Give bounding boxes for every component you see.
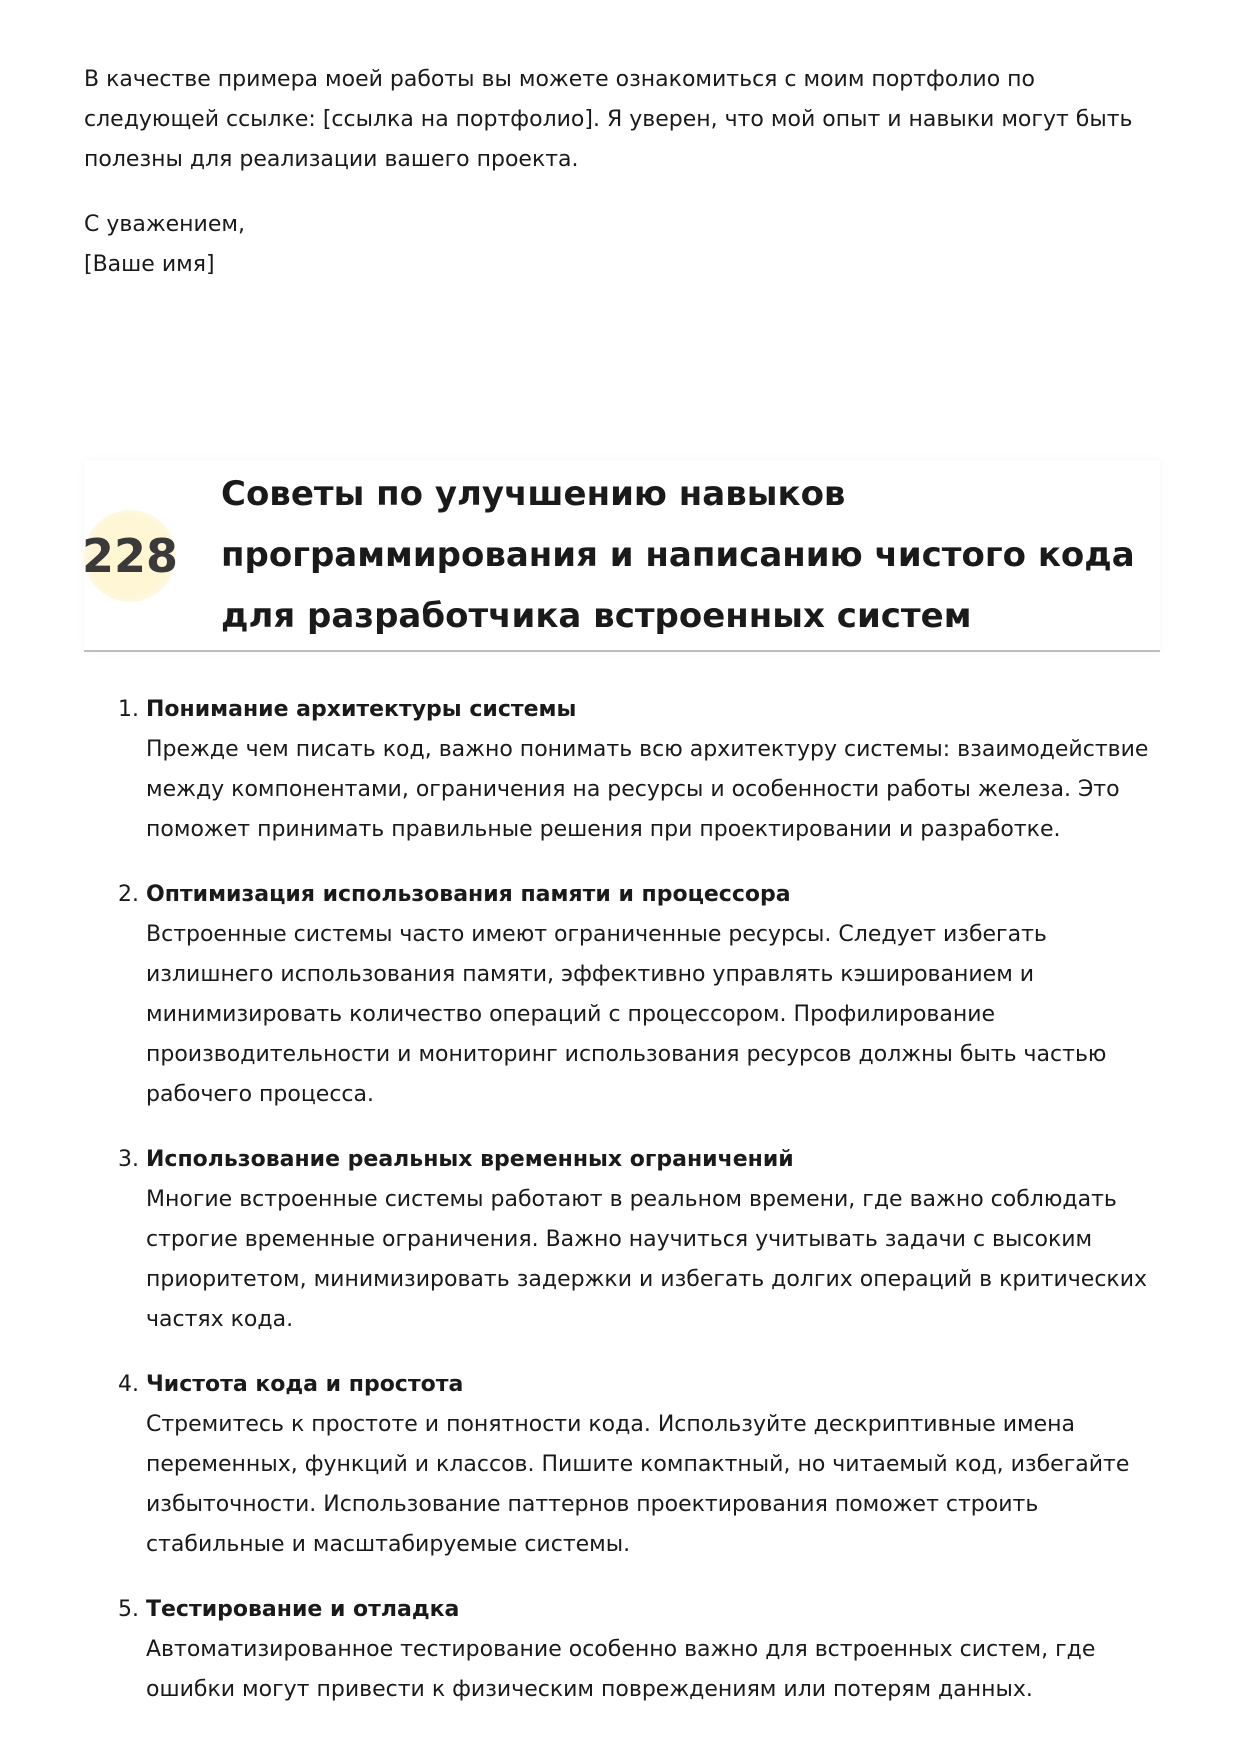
tip-item [84, 1365, 1164, 1565]
letter-closing [84, 205, 245, 285]
tip-number: 2. [118, 882, 139, 907]
tip-title: Чистота кода и простота [146, 1372, 464, 1397]
section-header [81, 460, 1160, 652]
tip-body: Прежде чем писать код, важно понимать всю архитектуру системы: взаимодействие между компонентами, ограничения на ресурсы и особенности работы железа. Это поможет принимать правильные решения при проектировании и разработке. [146, 737, 1149, 842]
closing-phrase: С уважением, [84, 212, 245, 237]
tips-list [84, 690, 1164, 1735]
tip-number: 5. [118, 1597, 139, 1622]
signature-placeholder: [Ваше имя] [84, 252, 215, 277]
tip-body: Встроенные системы часто имеют ограниченные ресурсы. Следует избегать излишнего использования памяти, эффективно управлять кэшированием и минимизировать количество операций с процессором. Профилирование производительности и мониторинг использования ресурсов должны быть частью рабочего процесса. [146, 922, 1107, 1107]
tip-item [84, 1140, 1164, 1340]
tip-item [84, 1590, 1164, 1710]
section-title: Советы по улучшению навыков программирования и написанию чистого кода для разработчика встроенных систем [221, 474, 1135, 636]
tip-number: 3. [118, 1147, 139, 1172]
tip-title: Тестирование и отладка [146, 1597, 460, 1622]
tip-title: Понимание архитектуры системы [146, 697, 577, 722]
tip-title: Использование реальных временных ограничений [146, 1147, 794, 1172]
tip-body: Многие встроенные системы работают в реальном времени, где важно соблюдать строгие временные ограничения. Важно научиться учитывать задачи с высоким приоритетом, минимизировать задержки и избегать долгих операций в критических частях кода. [146, 1187, 1148, 1332]
tip-item [84, 690, 1164, 850]
tip-number: 4. [118, 1372, 139, 1397]
intro-paragraph: В качестве примера моей работы вы можете ознакомиться с моим портфолио по следующей ссылке: [ссылка на портфолио]. Я уверен, что мой опыт и навыки могут быть полезны для реализации вашего проекта. [84, 67, 1133, 172]
tip-body: Автоматизированное тестирование особенно важно для встроенных систем, где ошибки могут привести к физическим повреждениям или потерям данных. [146, 1637, 1096, 1702]
section-number-badge: 228 [84, 510, 176, 602]
tip-body: Стремитесь к простоте и понятности кода. Используйте дескриптивные имена переменных, функций и классов. Пишите компактный, но читаемый код, избегайте избыточности. Использование паттернов проектирования поможет строить стабильные и масштабируемые системы. [146, 1412, 1130, 1557]
tip-title: Оптимизация использования памяти и процессора [146, 882, 791, 907]
tip-number: 1. [118, 697, 139, 722]
tip-item [84, 875, 1164, 1115]
